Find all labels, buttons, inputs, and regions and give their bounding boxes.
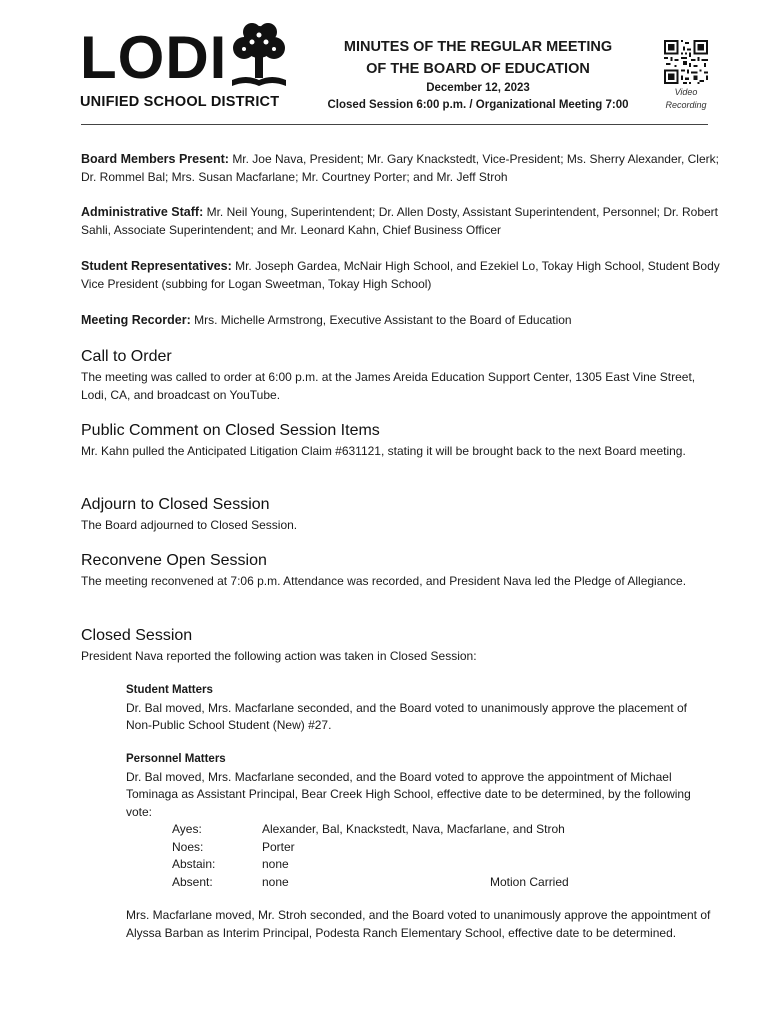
board-members-text: Mr. Joe Nava, President; Mr. Gary Knackstedt, Vice-President; Ms. Sherry Alexander, Clerk; Dr. Rommel Bal; Mrs. Susan Macfarlane; Mr. Courtney Porter; and Mr. Jeff Stroh	[81, 152, 719, 184]
document-title	[318, 36, 638, 80]
ayes-label: Ayes:	[172, 822, 202, 836]
personnel-matters-heading: Personnel Matters	[126, 753, 226, 765]
video-recording-qr-code[interactable]	[664, 40, 708, 84]
absent-value: none	[262, 874, 289, 889]
header-divider	[81, 124, 708, 125]
meeting-recorder-label: Meeting Recorder:	[81, 313, 191, 327]
personnel-matters	[126, 751, 716, 821]
call-to-order-text: The meeting was called to order at 6:00 p.m. at the James Areida Education Support Center, 1305 East Vine Street, Lodi, CA, and broadcast on YouTube.	[81, 370, 696, 402]
qr-caption-line-1: Video	[674, 87, 698, 97]
abstain-label: Abstain:	[172, 857, 216, 871]
absent-label: Absent:	[172, 874, 213, 889]
abstain-value: none	[262, 857, 289, 871]
reconvene-text: The meeting reconvened at 7:06 p.m. Attendance was recorded, and President Nava led the Pledge of Allegiance.	[81, 574, 687, 588]
noes-label: Noes:	[172, 839, 204, 854]
personnel-matters-text: Dr. Bal moved, Mrs. Macfarlane seconded, and the Board voted to approve the appointment of Michael Tominaga as Assistant Principal, Bear Creek High School, effective date to be determined, by the following vote:	[126, 769, 691, 819]
noes-value: Porter	[262, 839, 295, 854]
student-matters-text: Dr. Bal moved, Mrs. Macfarlane seconded, and the Board voted to unanimously approve the placement of Non-Public School Student (New) #27.	[126, 700, 687, 732]
student-matters	[126, 682, 716, 735]
lodi-usd-logo	[80, 22, 295, 112]
call-to-order-heading: Call to Order	[81, 348, 172, 365]
administrative-staff	[81, 203, 721, 239]
adjourn-text: The Board adjourned to Closed Session.	[81, 518, 298, 532]
title-line-2: OF THE BOARD OF EDUCATION	[366, 61, 590, 77]
second-personnel-action: Mrs. Macfarlane moved, Mr. Stroh seconded, and the Board voted to unanimously approve the appointment of Alyssa Barban as Interim Principal, Podesta Ranch Elementary School, effective date to be determined.	[126, 908, 711, 940]
administrative-staff-label: Administrative Staff:	[81, 205, 204, 219]
qr-caption-line-2: Recording	[665, 100, 707, 110]
public-comment-heading: Public Comment on Closed Session Items	[81, 422, 380, 439]
meeting-recorder-text: Mrs. Michelle Armstrong, Executive Assistant to the Board of Education	[194, 313, 572, 327]
meeting-date: December 12, 2023	[426, 82, 530, 94]
tree-book-icon	[226, 22, 292, 94]
student-representatives-label: Student Representatives:	[81, 259, 232, 273]
board-members-label: Board Members Present:	[81, 152, 229, 166]
closed-session-heading: Closed Session	[81, 627, 193, 644]
closed-session-text: President Nava reported the following action was taken in Closed Session:	[81, 649, 477, 663]
administrative-staff-text: Mr. Neil Young, Superintendent; Dr. Allen Dosty, Assistant Superintendent, Personnel; Dr. Robert Sahli, Associate Superintendent; and Mr. Leonard Kahn, Chief Business Officer	[81, 205, 718, 237]
meeting-recorder	[81, 311, 721, 329]
qr-caption	[656, 86, 716, 112]
student-matters-heading: Student Matters	[126, 684, 213, 696]
title-line-1: MINUTES OF THE REGULAR MEETING	[343, 39, 613, 55]
board-members-present	[81, 150, 721, 186]
student-representatives-text: Mr. Joseph Gardea, McNair High School, and Ezekiel Lo, Tokay High School, Student Body Vice President (subbing for Logan Sweetman, Tokay High School)	[81, 259, 720, 291]
motion-result: Motion Carried	[490, 874, 569, 889]
reconvene-heading: Reconvene Open Session	[81, 552, 267, 569]
ayes-value: Alexander, Bal, Knackstedt, Nava, Macfarlane, and Stroh	[262, 822, 565, 836]
logo-subtitle: UNIFIED SCHOOL DISTRICT	[80, 94, 280, 110]
student-representatives	[81, 257, 721, 293]
meeting-session-times: Closed Session 6:00 p.m. / Organizational Meeting 7:00	[327, 99, 629, 111]
logo-wordmark: LODI	[80, 24, 228, 91]
public-comment-text: Mr. Kahn pulled the Anticipated Litigation Claim #631121, stating it will be brought back to the next Board meeting.	[81, 444, 686, 458]
adjourn-heading: Adjourn to Closed Session	[81, 496, 270, 513]
